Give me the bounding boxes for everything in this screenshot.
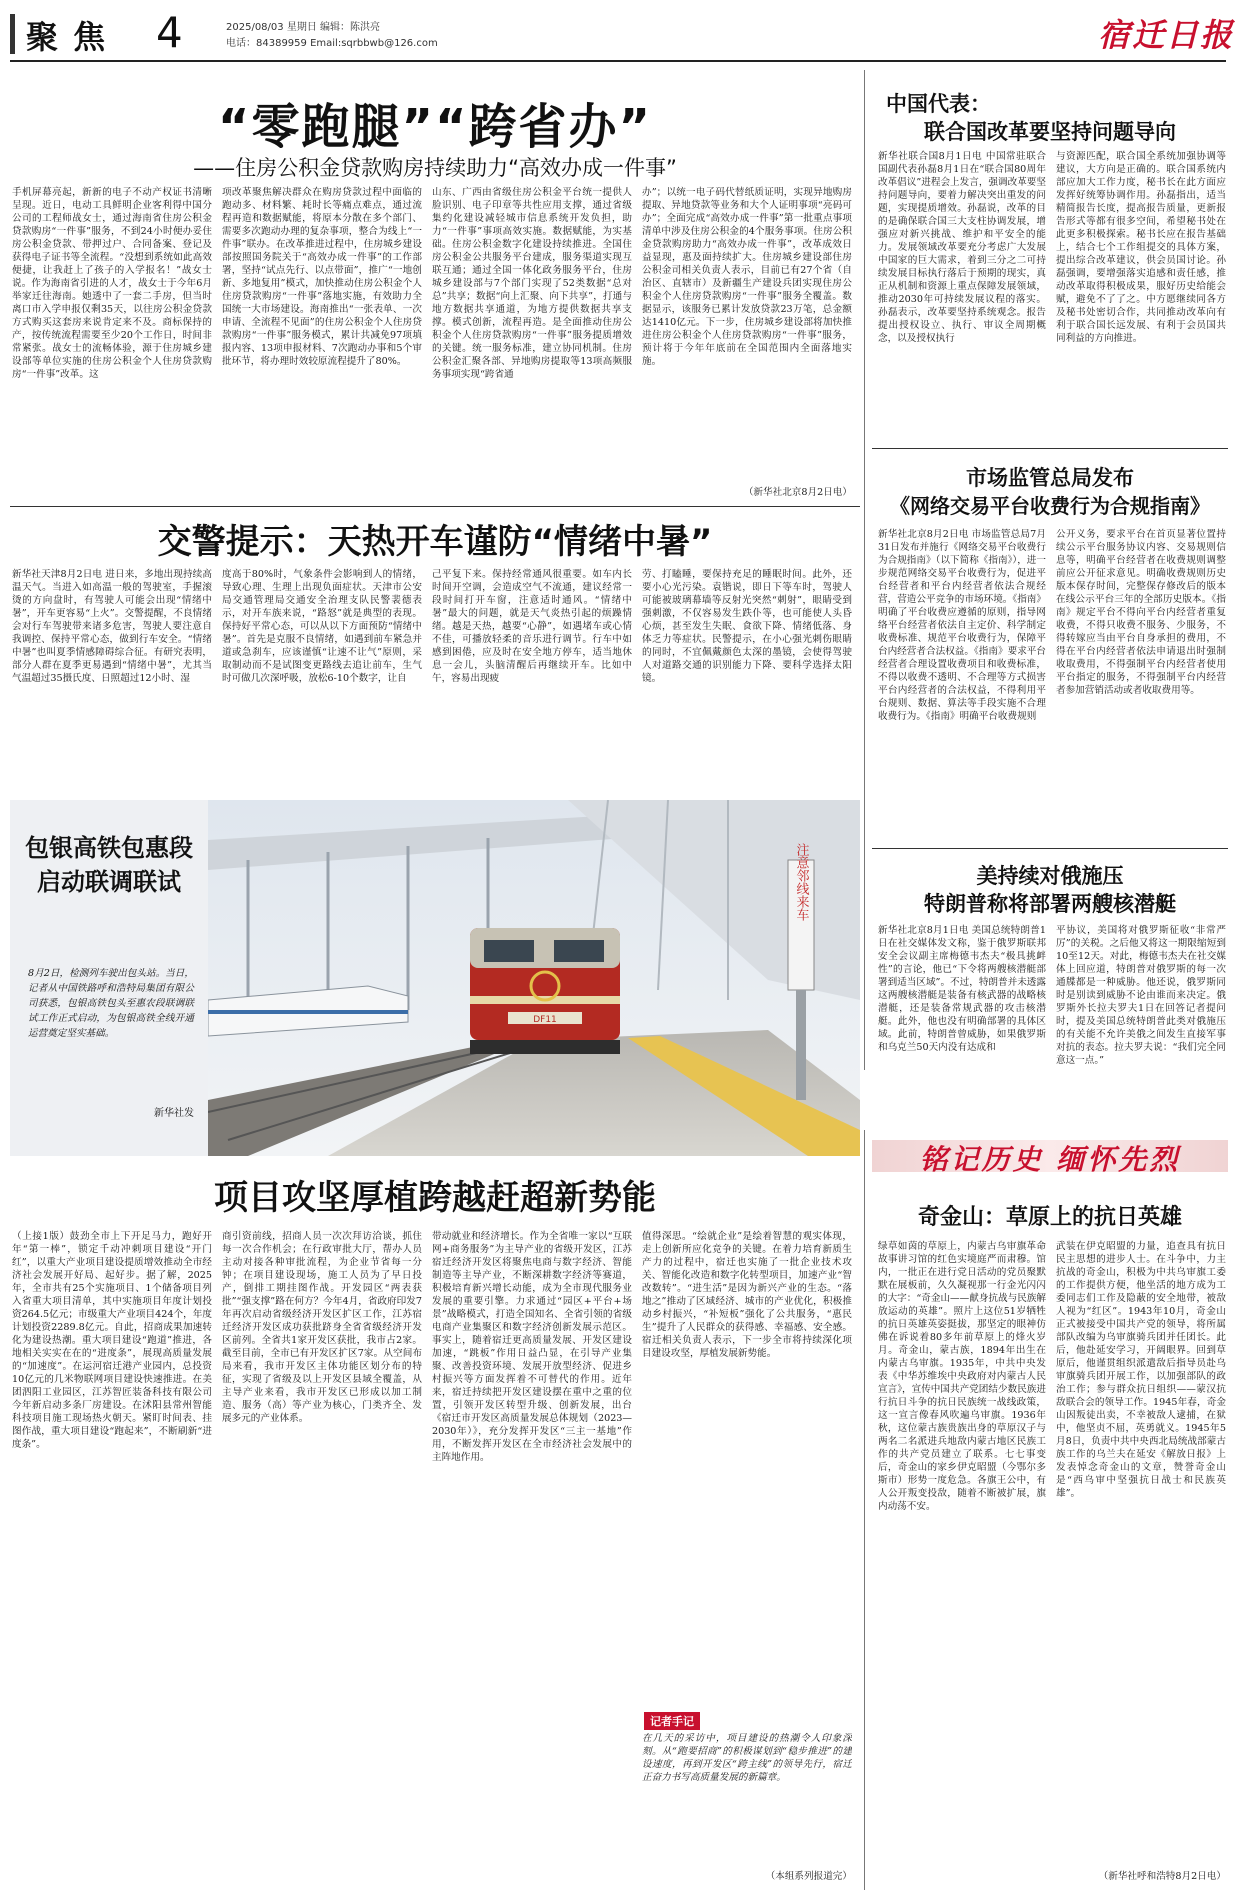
- chinarep-title-2: 联合国改革要坚持问题导向: [924, 120, 1176, 144]
- trump-col-1: 新华社北京8月1日电 美国总统特朗普1日在社交媒体发文称，鉴于俄罗斯联邦安全会议副主席梅德韦杰夫“极具挑衅性”的言论，他已“下令将两艘核潜艇部署到适当区域”。不过，特朗普并未透露这两艘核潜艇是装备有核武器的战略核潜艇，还是装备常规武器的攻击核潜艇。此外，他也没有明确部署的具体区域。此前，特朗普曾威胁，如果俄罗斯和乌克兰50天内没有达成和: [878, 925, 1046, 1053]
- section-name: 聚 焦: [26, 18, 108, 56]
- train-number: DF11: [533, 1015, 557, 1025]
- history-banner-text: 铭记历史 缅怀先烈: [919, 1143, 1181, 1176]
- paper-name: 宿迁日报: [1098, 16, 1235, 54]
- project-title: 项目攻坚厚植跨越赶超新势能: [214, 1178, 656, 1218]
- traffic-col-1: 新华社天津8月2日电 进日来，多地出现持续高温天气。当进入如高温一般的驾驶室，手握滚烫的方向盘时，有驾驶人可能会出现“情绪中暑”，开车更容易“上火”。交警提醒，不良情绪会对行车驾驶带来诸多危害，驾驶人要注意自我调控、保持平常心态，做到行车安全。“情绪中暑”也叫夏季情感障碍综合征。有研究表明，部分人群在夏季更易遇到“情绪中暑”，尤其当气温超过35摄氏度、日照超过12小时、湿: [12, 569, 212, 684]
- train-headline-1: 包银高铁包惠段: [25, 834, 193, 862]
- fund-subtitle: ——住房公积金贷款购房持续助力“高效办成一件事”: [193, 156, 677, 180]
- fund-col-4: 办”；以统一电子码代替纸质证明，实现异地购房提取、异地贷款等业务和大个人证明事项“亮码可办”；全面完成“高效办成一件事”第一批重点事项清单中涉及住房公积金的4个服务事项。住房公积金贷款购房助力“高效办成一件事”，改革成效日益显现，惠及面持续扩大。住房城乡建设部住房公积金司相关负责人表示，目前已有27个省（自治区、直辖市）及新疆生产建设兵团实现住房公积金个人住房贷款购房“一件事”服务全覆盖。数据显示，该服务已累计发放贷款23万笔，总金额达1410亿元。下一步，住房城乡建设部将加快推进住房公积金个人住房贷款购房“一件事”服务，预计将于今年年底前在全国范围内全面落地实施。: [642, 187, 852, 367]
- masthead: [0, 0, 1236, 74]
- chinarep-col-2: 与资源匹配，联合国全系统加强协调等建议，大方向是正确的。联合国系统内部应加大工作力度，秘书长在此方面应发挥好统筹协调作用。孙磊指出，适当精简报告长度，提高报告质量，更新报告形式等都有很多空间，希望秘书处在此更多积极探索。秘书长应在报告基础上，结合七个工作组提交的具体方案，提出综合改革建议，供会员国讨论。孙磊强调，要增强落实追感和责任感，推动改革取得积极成果，服好历史给能会赋，避免不了了之。中方愿继续同各方及秘书处密切合作，共同推动改革向有利于联合国长远发展、有利于会员国共同利益的方向推进。: [1056, 151, 1226, 344]
- history-source: （新华社呼和浩特8月2日电）: [1098, 1871, 1226, 1882]
- contact-info: 电话：84389959 Email:sqrbbwb@126.com: [226, 38, 438, 49]
- fund-col-3: 山东、广西由省级住房公积金平台统一提供人脸识别、电子印章等共性应用支撑，通过省级集约化建设减轻城市信息系统开发负担，助力“一件事”事项高效实施。数据赋能，为实基础。住房公积金数字化建设持续推进。全国住房公积金公共服务平台建成，服务渠道实现互联互通；通过全国一体化政务服务平台，住房城乡建设部与7个部门实现了52类数据“总对总”共享；数据“向上汇聚、向下共享”，打通与地方数据共享通道，为地方提供数据共享支撑。模式创新，流程再造。是全面推动住房公积金个人住房贷款购房“一件事”服务提质增效的关键。统一服务标准，建立协同机制。住房公积金汇聚各部、异地购房提取等13项高频服务事项实现“跨省通: [432, 187, 632, 380]
- market-col-2: 公开义务，要求平台在首页显著位置持续公示平台服务协议内容、交易规则信息等，明确平台经营者在收费规则调整前应公开征求意见。明确收费规则历史版本保存时间，完整保存修改后的版本在线公示平台三年的全部历史版本。《指南》规定平台不得向平台内经营者重复收费，不得只收费不服务、少服务，不得转嫁应当由平台自身承担的费用，不得在平台内经营者依法申请退出时强制收取费用，不得强制平台内经营者使用平台指定的服务，不得强制平台内经营者参加营销活动或者收取费用等。: [1056, 529, 1226, 696]
- platform-sign: 注意邻线来车: [793, 843, 809, 921]
- trump-col-2: 平协议，美国将对俄罗斯征收“非常严厉”的关税。之后他又将这一期限缩短到10至12天。对此，梅德韦杰夫在社交媒体上回应道，特朗普对俄罗斯的每一次通牒都是一种威胁。他还说，俄罗斯同时是别读到威胁不论由谁而来决定。俄罗斯外长拉夫罗夫1日在回答记者提问时，提及美国总统特朗普此类对俄施压的有关能不允许美俄之间发生直接军事对抗的表态。拉夫罗夫说：“我们完全同意这一点。”: [1056, 925, 1226, 1066]
- traffic-col-2: 度高于80%时，气象条件会影响到人的情绪，导致心理、生理上出现负面症状。天津市公安局交通管理局交通安全治理支队民警裴德表示，对开车族来说，“路怒”就是典型的表现。保持好平常心态，可以从以下方面预防“情绪中暑”。首先是克服不良情绪，如遇到前车紧急并道或急刹车，应该谨慎“让速不让气”原则，采取制动而不是试图变更路线去追让前车，生气时可做几次深呼吸，放松6-10个数字，让自: [222, 569, 422, 684]
- fund-source: （新华社北京8月2日电）: [743, 487, 852, 498]
- history-col-1: 绿草如茵的草原上，内蒙古乌审旗革命故事讲习馆的红色实境庭严而肃穆。馆内，一批正在进行党日活动的党员聚默默在展板前，久久凝视那一行金光闪闪的大字：“奇金山——献身抗战与民族解放运动的英雄”。照片上这位51岁牺牲的抗日英雄英姿挺拔，那坚定的眼神仿佛在诉说着80多年前草原上的烽火岁月。奇金山，蒙古族，1894年出生在内蒙古乌审旗。1935年，中共中央发表《中华苏维埃中央政府对内蒙古人民宣言》，宣传中国共产党团结少数民族进行抗日斗争的抗日民族统一战线政策，这一宣言像春风吹遍乌审旗。1936年秋，这位蒙古族贵族出身的草原汉子与两名二名派进兵地敌内蒙古地区民族工作的共产党员建立了联系。七七事变后，奇金山的家乡伊克昭盟（今鄂尔多斯市）形势一度危急。各旗王公中，有人公开叛变投敌，随着不断被扩展，旗内动荡不安。: [878, 1241, 1046, 1512]
- issue-date: 2025/08/03 星期日 编辑：陈洪亮: [226, 22, 380, 33]
- divider-market: [872, 848, 1228, 849]
- fund-title: “零跑腿”“跨省办”: [217, 99, 653, 155]
- train-headline-2: 启动联调联试: [37, 868, 181, 896]
- traffic-col-4: 劳、打瞌睡，要保持充足的睡眠时间。此外，还要小心光污染。袁锴说，即日下等车时，驾驶人可能被玻璃幕墙等反射光突然“刺射”，眼睛受到强刺激，不仅容易发生跌仆等，也可能使人头昏心烦，甚至发生失眠、食欲下降、情绪低落、身体乏力等症状。民警提示，在小心强光刺伤眼睛的同时，不宜佩戴颜色太深的墨镜，会使得驾驶人对道路交通的识别能力下降、要科学选择太阳镜。: [642, 569, 852, 684]
- traffic-col-3: 己平复下来。保持经常通风很重要。如车内长时间开空调，会造成空气不流通，建议经常一段时间打开车窗，注意适时通风。“情绪中暑”最大的问题，就是天气炎热引起的烦躁情绪。越是天热，越要“心静”，如遇堵车或心情不佳，可播放轻柔的音乐进行调节。行车中如感到困倦，应及时在安全地方停车，适当地休息一会儿，头脑清醒后再继续开车。比如中午，容易出现疲: [432, 569, 632, 684]
- chinarep-title-1: 中国代表：: [886, 92, 991, 116]
- history-title: 奇金山：草原上的抗日英雄: [917, 1205, 1182, 1230]
- project-col-3: 带动就业和经济增长。作为全省唯一家以“互联网+商务服务”为主导产业的省级开发区，江苏宿迁经济开发区将聚焦电商与数字经济、智能制造等主导产业，不断深耕数字经济等赛道，积极培育新兴增长动能，成为全市现代服务业发展的重要引擎。力求通过“园区+平台+场景”战略模式，打造全国知名、全省引领的省级电商产业集聚区和数字经济创新发展示范区。事实上，随着宿迁更高质量发展、开发区建设加速，“跳板”作用日益凸显，在引导产业集聚、改善投资环境、发展开放型经济、促进乡村振兴等方面发挥着不可替代的作用。近年来，宿迁持续把开发区建设摆在重中之重的位置，引领开发区转型升级、创新发展，出台《宿迁市开发区高质量发展总体规划（2023—2030年）》，充分发挥开发区“三主一基地”作用，不断发挥开发区在全市经济社会发展中的主阵地作用。: [432, 1231, 632, 1463]
- masthead-left-bar: [10, 14, 15, 54]
- chinarep-col-1: 新华社联合国8月1日电 中国常驻联合国副代表孙磊8月1日在“联合国80周年改革倡议”进程会上发言，强调改革要坚持问题导向，要着力解决突出重发的问题，实现提质增效。孙磊说，改革的目的是确保联合国三大支柱协调发展，增强应对新兴挑战、维护和平安全的能力。发展领域改革要充分考虑广大发展中国家的巨大需求，着到三分之二可持续发展目标执行落后于预期的现实，真正从机制和资源上重点保障发展领域，推动2030年可持续发展议程的落实。孙磊表示，改革要坚持系统观念。报告提出授权设立、执行、审议全周期概念，以及授权执行: [878, 151, 1046, 344]
- masthead-rule: [10, 60, 1226, 62]
- history-banner: [872, 1130, 1228, 1180]
- project-col-2: 商引资前线，招商人员一次次拜访洽谈，抓住每一次合作机会；在行政审批大厅，帮办人员主动对接各种审批流程，为企业节省每一分钟；在项目建设现场，施工人员为了早日投产，倒排工期挂图作战。开发园区“两表获批”“强支撑”路在何方？今年4月，省政府印发7年再次启动省级经济开发区扩区工作，江苏宿迁经济开发区成功获批跻身全省省级经济开发区前列。全省共1家开发区获批，我市占2家。截至目前，全市已有开发区扩区7家。从空间布局来看，我市开发区主体功能区划分布的特征，实现了省级及以上开发区县域全覆盖，从主导产业来看，我市开发区已形成以加工制造、服务（高）等产业为核心，门类齐全、发展多元的产业体系。: [222, 1231, 422, 1424]
- divider-traffic-top: [10, 506, 860, 507]
- project-col-4: 值得深思。“绘就企业”是绘着智慧的观实体现，走上创新所应化竞争的关键。在着力培育新质生产力的过程中，宿迁也实施了一批企业技术攻关、智能化改造和数字化转型项目，加速产业“智改数转”。“进生活”是因为新兴产业的生态。“落地之”推动了区域经济、城市的产业优化，积极推动乡村振兴，“补短板”强化了公共服务，“惠民生”提升了人民群众的获得感、幸福感、安全感。宿迁相关负责人表示，下一步全市将持续深化项目建设攻坚，厚植发展新势能。: [642, 1231, 852, 1359]
- project-source: （本组系列报道完）: [765, 1871, 852, 1882]
- divider-chinarep: [872, 448, 1228, 449]
- market-title-2: 《网络交易平台收费行为合规指南》: [890, 494, 1210, 518]
- fund-divider-right: [864, 70, 865, 1070]
- history-col-2: 武装在伊克昭盟的力量，追查具有抗日民主思想的进步人士。在斗争中，力主抗战的奇金山，积极为中共乌审旗工委的工作提供方便，他坐活的地方成为工委同志们工作及隐蔽的安全地带，被敌人视为“红区”。1943年10月，奇金山正式被接受中国共产党的领导，将所属部队改编为乌审旗骑兵团并任团长。此后，他赴延安学习，开阔眼界。回到草原后，他谨贯组织派遣敌后指导员赴乌审旗骑兵团开展工作，以加强部队的政治工作；参与群众抗日组织——蒙汉抗敌联合会的领导工作。1945年春，奇金山因叛徒出卖，不幸被敌人逮捕，在狱中，他坚贞不屈，英勇就义。1945年5月8日，负责中共中央西北局统战部蒙古族工作的乌兰夫在延安《解放日报》上发表悼念奇金山的文章，赞誉奇金山是“西乌审中坚强抗日战士和民族英雄”。: [1056, 1241, 1226, 1499]
- market-title-1: 市场监管总局发布: [966, 466, 1134, 490]
- train-caption: 8月2日，检测列车驶出包头站。当日，记者从中国铁路呼和浩特局集团有限公司获悉，包银高铁包头至惠农段联调联试工作正式启动，为包银高铁全线开通运营奠定坚实基础。: [28, 968, 194, 1039]
- project-col-1: （上接1版）鼓劲全市上下开足马力，跑好开年“第一棒”，锁定千动冲刺项目建设“开门红”，以重大产业项目建设提质增效推动全市经济社会发展开好局、起好步。据了解，2025年，全市共有25个实施项目、1个储备项目列入省重大项目清单，其中实施项目年度计划投资264.5亿元；市级重大产业项目424个，年度计划投资2289.8亿元。自此，招商成果加速转化为建设热潮。重大项目建设“跑道”推进，各地相关实实在在的“进度条”，展现高质量发展的“加速度”。在运河宿迁港产业园内，总投资10亿元的几米物联网项目建设快速推进。在美团泗阳工业园区，江苏智匠装备科技有限公司今年新启动多条厂房建设。在沭阳县常州智能科技项目施工现场热火朝天。紧盯时间表、挂图作战，重大项目建设“跑起来”，不断刷新“进度条”。: [12, 1231, 212, 1450]
- train-photo: [208, 800, 860, 1156]
- notes-label: 记者手记: [644, 1712, 700, 1730]
- trump-title-1: 美持续对俄施压: [976, 864, 1124, 888]
- traffic-title: 交警提示：天热开车谨防“情绪中暑”: [157, 522, 713, 562]
- page-number: 4: [156, 8, 183, 57]
- train-credit: 新华社发: [154, 1108, 194, 1119]
- notes-text: 在几天的采访中，项目建设的热潮令人印象深刻。从“跑要招商”的积极谋划到“稳步推进”的建设速度，再到开发区“跨主线”的领导先行，宿迁正奋力书写高质量发展的新篇章。: [642, 1733, 852, 1783]
- project-divider-right: [864, 1130, 865, 1890]
- fund-col-2: 项改革聚焦解决群众在购房贷款过程中面临的跑动多、材料繁、耗时长等痛点难点，通过流程再造和数据赋能，将原本分散在多个部门、需要多次跑动办理的复杂事项，整合为线上“一件事”联办。在改革推进过程中，住房城乡建设部按照国务院关于“高效办成一件事”的工作部署，坚持“试点先行、以点带面”，推广“一地创新、多地复用”模式，加快推动住房公积金个人住房贷款购房“一件事”落地实施，有效助力全国统一大市场建设。海南推出“一张表单、一次申请、全流程不见面”的住房公积金个人住房贷款购房“一件事”服务模式，累计共减免97项填报内容、13项申报材料、7次跑动办事和5个审批环节，将办理时效较原流程提升了80%。: [222, 187, 422, 367]
- market-col-1: 新华社北京8月2日电 市场监管总局7月31日发布并施行《网络交易平台收费行为合规指南》（以下简称《指南》），进一步规范网络交易平台收费行为，促进平台经营者和平台内经营者依法合规经营，营造公平竞争的市场环境。《指南》明确了平台收费应遵循的原则，指导网络平台经营者依法自主定价、科学制定收费标准、规范平台收费行为，保障平台内经营者合法权益。《指南》要求平台经营者合理设置收费项目和收费标准，不得以收费不透明、不合理等方式损害平台内经营者的合法权益，不得利用平台规则、数据、算法等手段实施不合理收费行为。《指南》明确平台收费规则: [878, 529, 1046, 722]
- train-caption-panel: [10, 800, 208, 1156]
- trump-title-2: 特朗普称将部署两艘核潜艇: [924, 892, 1176, 916]
- fund-col-1: 手机屏幕亮起，新新的电子不动产权证书清晰呈现。近日，电动工具鲜明企业客利得中国分公司的工程师战女士，通过海南省住房公积金贷款购房“一件事”服务，不到24小时便办妥住房公积金贷款、带押过户、合同备案、登记及获得电子证书等全流程。“没想到系统如此高效便捷，让我赶上了孩子的入学报名！”战女士说。作为海南省引进的人才，战女士于今年6月举家迁往海南。她透中了一套二手房，但当时离口市入学申报仅剩35天，以往房公积金贷款方式购买这套房来说肯定来不及。商标保持的产，按传统流程需要至少20个工作日，时间非常紧张。战女士的流畅体验，源于住房城乡建设部等单位实施的住房公积金个人住房贷款购房“一件事”改革。这: [12, 187, 212, 380]
